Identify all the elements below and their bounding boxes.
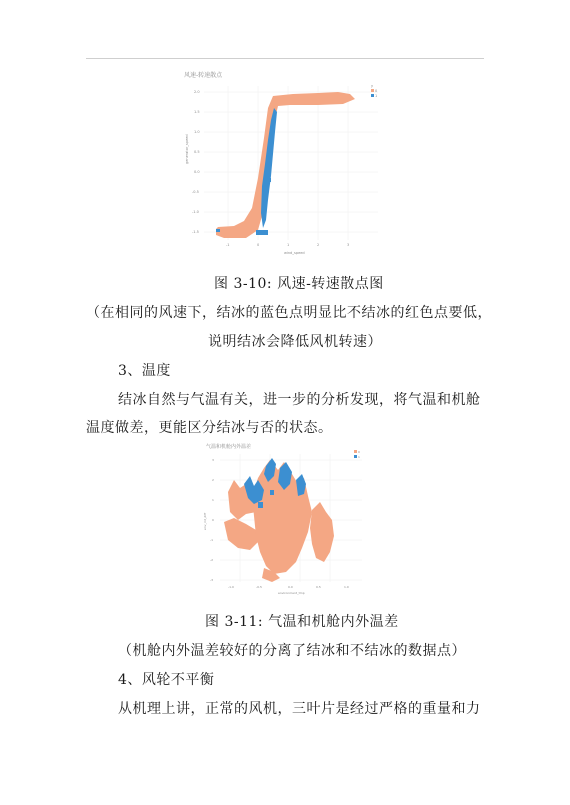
svg-text:0.5: 0.5 bbox=[194, 150, 200, 154]
svg-text:0.0: 0.0 bbox=[194, 170, 200, 174]
svg-text:0: 0 bbox=[212, 518, 214, 522]
svg-text:0.5: 0.5 bbox=[316, 585, 321, 589]
svg-text:-1.0: -1.0 bbox=[228, 585, 234, 589]
figure1-ylabel: generator_speed bbox=[185, 134, 189, 164]
svg-text:1: 1 bbox=[375, 94, 378, 98]
figure1-note-line1: （在相同的风速下，结冰的蓝色点明显比不结冰的红色点要低， bbox=[86, 305, 492, 321]
figure1-note-line2: 说明结冰会降低风机转速） bbox=[208, 334, 382, 350]
section3-heading: 3、温度 bbox=[118, 363, 171, 379]
figure2-chart-title: 气温和机舱内外温差 bbox=[206, 444, 252, 450]
svg-text:-1.5: -1.5 bbox=[192, 230, 199, 234]
figure2-ylabel: env_int_diff bbox=[203, 512, 207, 530]
figure2-y-ticks bbox=[210, 458, 214, 582]
svg-text:3: 3 bbox=[347, 243, 350, 247]
figure1-legend bbox=[371, 84, 377, 98]
svg-text:1: 1 bbox=[287, 243, 290, 247]
svg-text:0: 0 bbox=[358, 450, 360, 454]
svg-text:0: 0 bbox=[375, 89, 378, 93]
figure2-xlabel: environment_tmp bbox=[278, 591, 305, 595]
figure2-caption: 图 3-11: 气温和机舱内外温差 bbox=[205, 614, 399, 630]
svg-text:y: y bbox=[371, 84, 374, 88]
paragraph1-line2: 温度做差，更能区分结冰与否的状态。 bbox=[86, 420, 333, 436]
svg-text:1: 1 bbox=[212, 498, 214, 502]
figure1-grid bbox=[204, 86, 378, 240]
svg-text:2: 2 bbox=[317, 243, 320, 247]
svg-text:3: 3 bbox=[212, 458, 214, 462]
svg-text:1.0: 1.0 bbox=[194, 130, 200, 134]
svg-text:-1.0: -1.0 bbox=[192, 210, 199, 214]
figure2-x-ticks bbox=[228, 585, 349, 589]
svg-text:1.5: 1.5 bbox=[194, 110, 200, 114]
svg-text:1: 1 bbox=[358, 455, 360, 459]
svg-text:-3: -3 bbox=[210, 578, 213, 582]
svg-text:-0.5: -0.5 bbox=[192, 190, 199, 194]
figure2-legend bbox=[354, 450, 360, 459]
figure1-chart-title: 风速-转速散点 bbox=[184, 72, 223, 79]
figure1-caption: 图 3-10: 风速-转速散点图 bbox=[214, 276, 384, 292]
svg-text:-1: -1 bbox=[210, 538, 213, 542]
section4-heading: 4、风轮不平衡 bbox=[118, 672, 215, 688]
figure1-xlabel: wind_speed bbox=[284, 251, 305, 255]
header-rule bbox=[86, 58, 484, 59]
svg-text:-2: -2 bbox=[210, 558, 213, 562]
figure1-x-ticks bbox=[226, 243, 349, 247]
svg-text:1.0: 1.0 bbox=[344, 585, 349, 589]
figure-wind-speed-scatter bbox=[178, 68, 388, 260]
paragraph2-line1: 从机理上讲，正常的风机，三叶片是经过严格的重量和力 bbox=[118, 701, 481, 717]
svg-text:0.0: 0.0 bbox=[288, 585, 293, 589]
figure-temperature-diff-scatter bbox=[200, 440, 372, 598]
svg-text:-1: -1 bbox=[226, 243, 230, 247]
svg-text:-0.5: -0.5 bbox=[256, 585, 262, 589]
paragraph1-line1: 结冰自然与气温有关，进一步的分析发现，将气温和机舱 bbox=[118, 392, 481, 408]
svg-text:2.0: 2.0 bbox=[194, 90, 200, 94]
figure1-series-not-iced bbox=[216, 92, 355, 238]
figure2-note: （机舱内外温差较好的分离了结冰和不结冰的数据点） bbox=[118, 643, 466, 659]
svg-text:0: 0 bbox=[257, 243, 260, 247]
figure1-y-ticks bbox=[192, 90, 200, 234]
svg-text:2: 2 bbox=[212, 478, 214, 482]
